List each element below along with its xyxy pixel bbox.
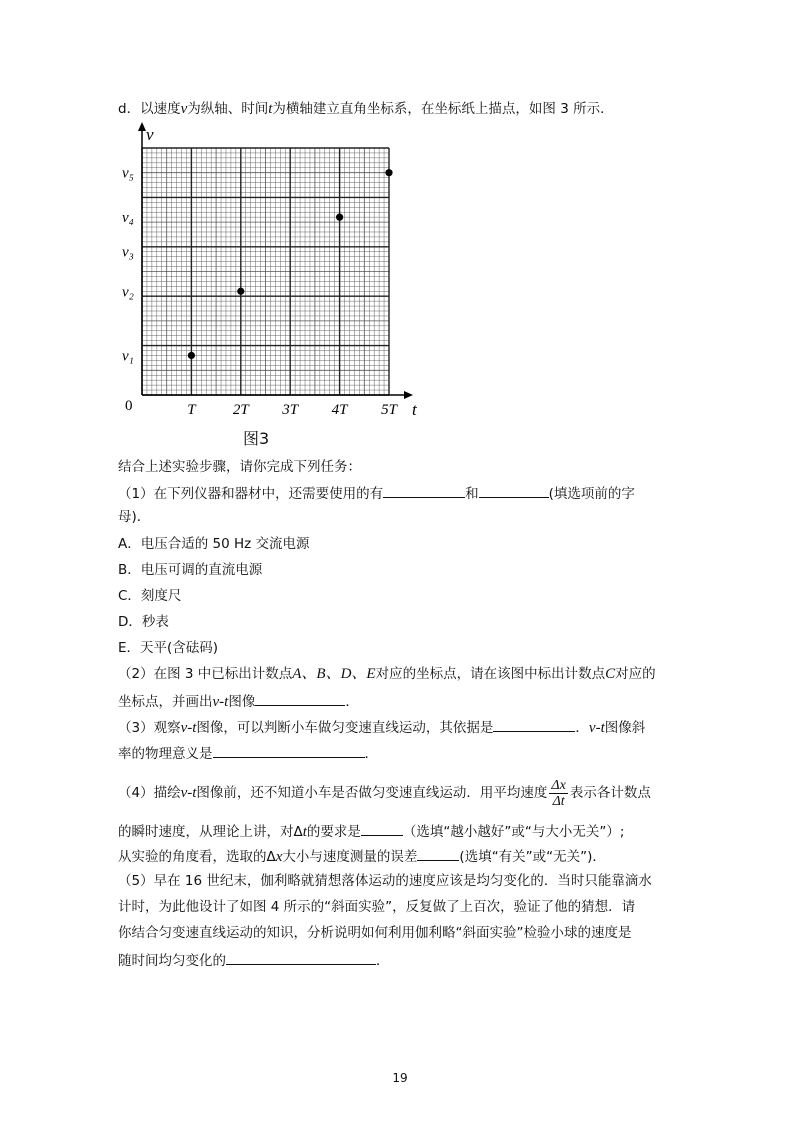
- q4-text: 大小与速度测量的误差: [282, 849, 418, 865]
- figure-caption: 图3: [243, 429, 270, 448]
- q1-text: (填选项前的字: [548, 486, 635, 502]
- q3-text: 率的物理意义是: [118, 746, 213, 762]
- q4-var-x: x: [275, 849, 283, 865]
- q2-text: 图像: [228, 694, 256, 710]
- q2-text: 坐标点，并画出: [118, 694, 213, 710]
- x-axis-arrow: [404, 391, 413, 399]
- q4-var-t: t: [302, 824, 307, 840]
- x-tick-label: 5T: [381, 402, 397, 418]
- page-number: 19: [392, 1071, 408, 1085]
- data-point: [188, 352, 195, 359]
- option-c: C．刻度尺: [118, 588, 182, 604]
- grid-minor: [142, 148, 389, 395]
- question-2-cont: [118, 691, 359, 711]
- vt-chart: [112, 120, 432, 425]
- q1-text: 和: [465, 486, 479, 502]
- origin-label: 0: [125, 398, 133, 414]
- var-t: t: [268, 101, 273, 117]
- y-tick-label: v₁: [122, 348, 134, 365]
- answer-blank-3a[interactable]: [493, 717, 575, 732]
- answer-blank-1b[interactable]: [479, 483, 549, 498]
- option-e: E．天平(含砝码): [118, 640, 219, 656]
- q3-text: 图像，可以判断小车做匀变速直线运动，其依据是: [196, 720, 494, 736]
- question-5-l2: 计时，为此他设计了如图 4 所示的“斜面实验”，反复做了上百次，验证了他的猜想．请: [118, 899, 636, 915]
- q2-text: ．: [345, 694, 359, 710]
- intro-d: [118, 100, 614, 118]
- answer-blank-1a[interactable]: [383, 483, 465, 498]
- q4-text: 的瞬时速度，从理论上讲，对Δ: [118, 824, 303, 840]
- y-tick-label: v₅: [122, 165, 134, 182]
- q3-text: ．: [364, 746, 378, 762]
- q2-text: （2）在图 3 中已标出计数点: [118, 666, 293, 682]
- question-1-cont: 母)．: [118, 509, 151, 525]
- q4-text: 表示各计数点: [569, 785, 651, 801]
- question-5-l1: （5）早在 16 世纪末，伽利略就猜想落体运动的速度应该是均匀变化的．当时只能靠滴水: [118, 873, 652, 889]
- q1-text: （1）在下列仪器和器材中，还需要使用的有: [118, 486, 384, 502]
- question-4-cont: [118, 821, 624, 841]
- y-axis-arrow: [138, 122, 146, 131]
- q5-text: ．: [376, 953, 390, 969]
- x-axis-label: t: [412, 400, 417, 419]
- question-4-cont2: [118, 846, 606, 866]
- q2-points: A、B、D、E: [292, 666, 376, 682]
- q4-text: (选填“有关”或“无关”)．: [459, 849, 606, 865]
- y-tick-label: v₂: [122, 284, 134, 301]
- intro-text: d．以速度: [118, 101, 181, 117]
- answer-blank-3b[interactable]: [213, 743, 365, 758]
- q3-vt: v-t: [588, 720, 605, 736]
- question-1: [118, 483, 635, 503]
- x-tick-label: 3T: [282, 402, 299, 418]
- q2-text: 对应的: [615, 666, 656, 682]
- q2-point-c: C: [605, 666, 616, 682]
- x-tick-label: 4T: [331, 402, 348, 418]
- y-tick-label: v₃: [122, 244, 134, 261]
- fraction-numerator: Δx: [551, 777, 566, 793]
- x-tick-label: 2T: [232, 402, 249, 418]
- fraction-denominator: Δt: [552, 793, 565, 809]
- q4-text: 的要求是: [306, 824, 361, 840]
- q2-vt: v-t: [212, 694, 229, 710]
- question-3-cont: [118, 743, 378, 763]
- q3-vt: v-t: [180, 720, 197, 736]
- option-b: B．电压可调的直流电源: [118, 562, 263, 578]
- x-tick-label: T: [187, 402, 196, 418]
- answer-blank-4a[interactable]: [361, 821, 403, 836]
- q2-text: 对应的坐标点，请在该图中标出计数点: [375, 666, 606, 682]
- q4-text: 从实验的角度看，选取的Δ: [118, 849, 276, 865]
- q3-text: ．: [575, 720, 589, 736]
- answer-blank-5[interactable]: [226, 950, 376, 965]
- intro-text: 为纵轴、时间: [187, 101, 269, 117]
- q3-text: （3）观察: [118, 720, 181, 736]
- q5-text: 随时间均匀变化的: [118, 953, 226, 969]
- answer-blank-2[interactable]: [255, 691, 345, 706]
- q4-vt: v-t: [180, 785, 197, 801]
- question-2: [118, 665, 656, 683]
- q3-text: 图像斜: [604, 720, 646, 736]
- q4-text: （4）描绘: [118, 785, 181, 801]
- q4-text: （选填“越小越好”或“与大小无关”）;: [402, 824, 625, 840]
- answer-blank-4b[interactable]: [417, 846, 459, 861]
- data-point: [336, 214, 343, 221]
- question-5-l4: [118, 950, 390, 970]
- average-velocity-fraction: [549, 778, 567, 809]
- data-point: [385, 169, 392, 176]
- intro-text: 为横轴建立直角坐标系，在坐标纸上描点，如图 3 所示．: [272, 101, 614, 117]
- option-d: D．秒表: [118, 614, 169, 630]
- option-a: A．电压合适的 50 Hz 交流电源: [118, 536, 310, 552]
- question-4: [118, 776, 651, 810]
- question-3: [118, 717, 645, 737]
- task-intro: 结合上述实验步骤，请你完成下列任务：: [118, 459, 361, 475]
- y-axis-label: v: [146, 125, 154, 144]
- y-tick-label: v₄: [122, 210, 134, 227]
- var-v: v: [180, 101, 188, 117]
- data-point: [237, 288, 244, 295]
- q4-text: 图像前，还不知道小车是否做匀变速直线运动．用平均速度: [196, 785, 548, 801]
- question-5-l3: 你结合匀变速直线运动的知识，分析说明如何利用伽利略“斜面实验”检验小球的速度是: [118, 925, 632, 941]
